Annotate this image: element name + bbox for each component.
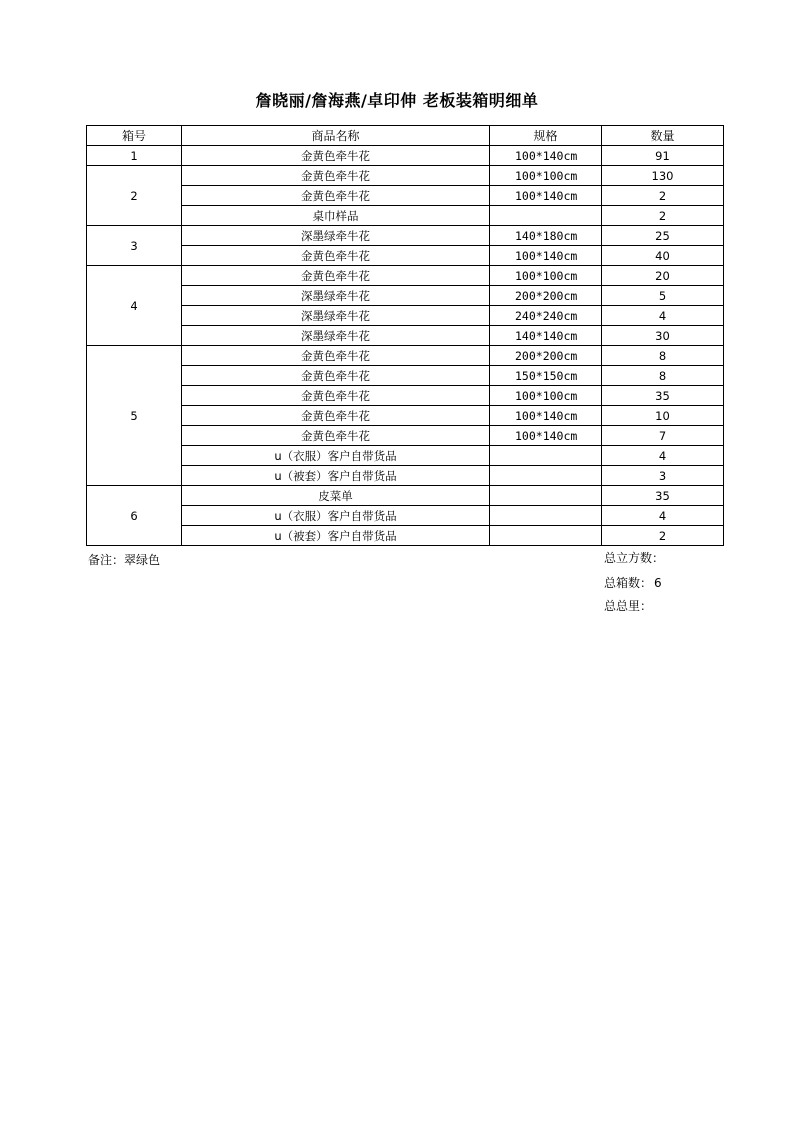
quantity-cell: 3	[602, 466, 724, 486]
quantity-cell: 130	[602, 166, 724, 186]
quantity-cell: 40	[602, 246, 724, 266]
product-name-cell: 金黄色牵牛花	[182, 366, 490, 386]
quantity-cell: 7	[602, 426, 724, 446]
total-boxes-value: 6	[654, 576, 662, 590]
quantity-cell: 10	[602, 406, 724, 426]
total-weight	[604, 597, 654, 614]
box-number-cell: 6	[87, 486, 182, 546]
quantity-cell: 8	[602, 366, 724, 386]
box-number-cell: 1	[87, 146, 182, 166]
product-name-cell: 深墨绿牵牛花	[182, 326, 490, 346]
quantity-cell: 4	[602, 446, 724, 466]
spec-cell: 100*140cm	[490, 186, 602, 206]
table-row	[87, 366, 724, 386]
spec-cell: 100*100cm	[490, 166, 602, 186]
table-row	[87, 306, 724, 326]
quantity-cell: 2	[602, 186, 724, 206]
page-title: 詹晓丽/詹海燕/卓印伸 老板装箱明细单	[255, 91, 539, 110]
table-header-row	[87, 126, 724, 146]
table-row	[87, 346, 724, 366]
product-name-cell: u（衣服）客户自带货品	[182, 506, 490, 526]
table-row	[87, 326, 724, 346]
table-row	[87, 386, 724, 406]
table-row	[87, 426, 724, 446]
spec-cell: 200*200cm	[490, 286, 602, 306]
spec-cell: 100*140cm	[490, 246, 602, 266]
product-name-cell: 深墨绿牵牛花	[182, 286, 490, 306]
total-weight-label: 总总里：	[604, 599, 653, 613]
product-name-cell: 金黄色牵牛花	[182, 246, 490, 266]
spec-cell	[490, 466, 602, 486]
table-row	[87, 186, 724, 206]
table-row	[87, 506, 724, 526]
spec-cell	[490, 446, 602, 466]
table-row	[87, 286, 724, 306]
product-name-cell: 金黄色牵牛花	[182, 266, 490, 286]
product-name-cell: 深墨绿牵牛花	[182, 226, 490, 246]
remark-note: 备注：翠绿色	[88, 553, 161, 567]
table-row	[87, 486, 724, 506]
spec-cell: 100*140cm	[490, 146, 602, 166]
total-volume-label: 总立方数：	[604, 551, 665, 565]
product-name-cell: 皮菜单	[182, 486, 490, 506]
quantity-cell: 25	[602, 226, 724, 246]
product-name-cell: 金黄色牵牛花	[182, 346, 490, 366]
product-name-cell: 金黄色牵牛花	[182, 186, 490, 206]
header-quantity: 数量	[602, 126, 724, 146]
box-number-cell: 3	[87, 226, 182, 266]
box-number-cell: 2	[87, 166, 182, 226]
spec-cell: 140*140cm	[490, 326, 602, 346]
header-product-name: 商品名称	[182, 126, 490, 146]
product-name-cell: u（被套）客户自带货品	[182, 466, 490, 486]
spec-cell	[490, 506, 602, 526]
product-name-cell: 金黄色牵牛花	[182, 146, 490, 166]
quantity-cell: 2	[602, 206, 724, 226]
box-number-cell: 4	[87, 266, 182, 346]
spec-cell: 100*100cm	[490, 266, 602, 286]
spec-cell: 240*240cm	[490, 306, 602, 326]
quantity-cell: 4	[602, 506, 724, 526]
total-volume	[604, 549, 666, 566]
product-name-cell: 金黄色牵牛花	[182, 166, 490, 186]
product-name-cell: 金黄色牵牛花	[182, 386, 490, 406]
table-body	[87, 146, 724, 546]
quantity-cell: 35	[602, 386, 724, 406]
spec-cell	[490, 206, 602, 226]
table-row	[87, 146, 724, 166]
header-box-number: 箱号	[87, 126, 182, 146]
table-row	[87, 526, 724, 546]
spec-cell	[490, 526, 602, 546]
table-row	[87, 266, 724, 286]
quantity-cell: 30	[602, 326, 724, 346]
table-row	[87, 166, 724, 186]
product-name-cell: 金黄色牵牛花	[182, 426, 490, 446]
spec-cell: 100*100cm	[490, 386, 602, 406]
quantity-cell: 5	[602, 286, 724, 306]
spec-cell: 200*200cm	[490, 346, 602, 366]
quantity-cell: 8	[602, 346, 724, 366]
table-row	[87, 406, 724, 426]
header-spec: 规格	[490, 126, 602, 146]
spec-cell: 100*140cm	[490, 406, 602, 426]
table-row	[87, 446, 724, 466]
quantity-cell: 2	[602, 526, 724, 546]
product-name-cell: 桌巾样品	[182, 206, 490, 226]
quantity-cell: 35	[602, 486, 724, 506]
spec-cell	[490, 486, 602, 506]
spec-cell: 140*180cm	[490, 226, 602, 246]
quantity-cell: 91	[602, 146, 724, 166]
total-boxes	[604, 574, 662, 591]
product-name-cell: 深墨绿牵牛花	[182, 306, 490, 326]
product-name-cell: u（被套）客户自带货品	[182, 526, 490, 546]
table-row	[87, 206, 724, 226]
quantity-cell: 20	[602, 266, 724, 286]
product-name-cell: u（衣服）客户自带货品	[182, 446, 490, 466]
total-boxes-label: 总箱数：	[604, 576, 653, 590]
spec-cell: 150*150cm	[490, 366, 602, 386]
table-row	[87, 466, 724, 486]
packing-list-table	[86, 125, 724, 546]
quantity-cell: 4	[602, 306, 724, 326]
table-row	[87, 246, 724, 266]
spec-cell: 100*140cm	[490, 426, 602, 446]
product-name-cell: 金黄色牵牛花	[182, 406, 490, 426]
box-number-cell: 5	[87, 346, 182, 486]
table-row	[87, 226, 724, 246]
